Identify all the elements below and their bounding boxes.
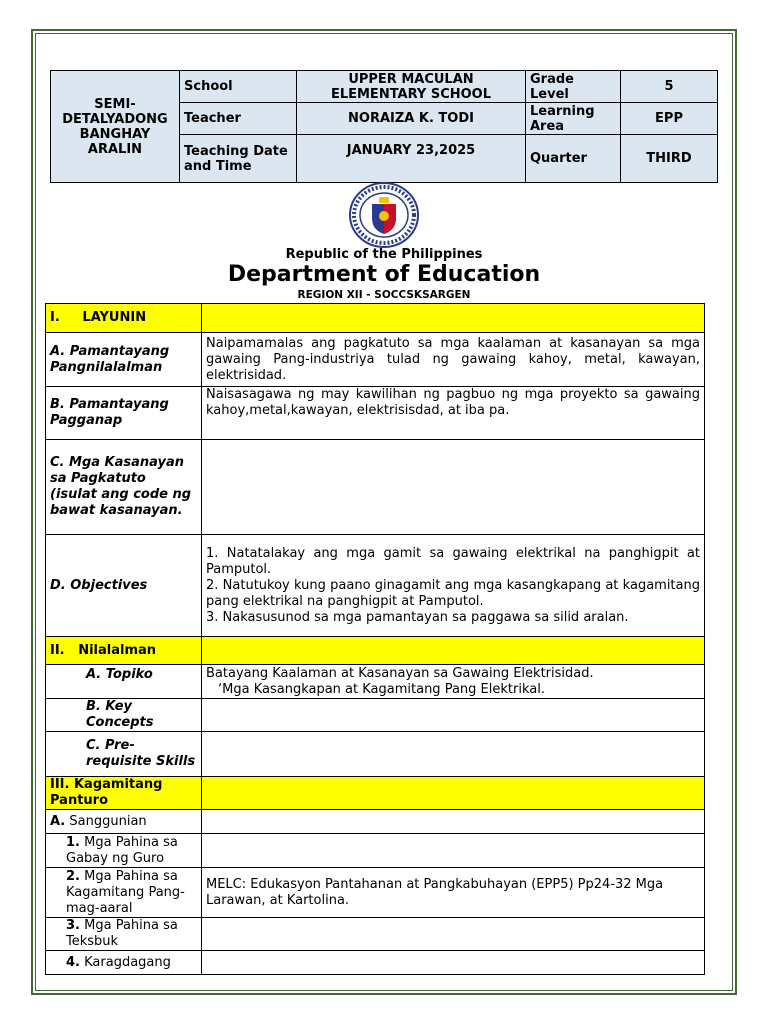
topiko-text [202,665,705,699]
ref-item-text: Mga Pahina sa Teksbuk [66,918,178,949]
kagamitan-heading: III. Kagamitang Panturo [46,777,202,810]
pamantayang-pagganap-text: Naisasagawa ng may kawilihan ng pagbuo ng mga proyekto sa gawaing kahoy,metal,kawayan, elektrisisdad, at iba pa. [202,387,705,440]
ref-item-label [46,834,202,868]
school-label: School [180,71,297,103]
date-value: JANUARY 23,2025 [297,135,526,183]
kasanayan-text [202,440,705,535]
region-text: REGION XII - SOCCSKSARGEN [297,289,471,301]
pamantayang-pangnilalaman-text: Naipamamalas ang pagkatuto sa mga kaalaman at kasanayan sa mga gawaing Pang-industriya tulad ng gawaing kahoy, metal, kawayan, elektrisidad. [202,333,705,387]
objective-item: 2. Natutukoy kung paano ginagamit ang mga kasangkapang at kagamitang pang elektrikal na panghigpit at Pamputol. [206,577,700,609]
nilalaman-heading-num: II. [50,642,65,658]
pamantayang-pangnilalaman-label: A. Pamantayang Pangnilalalman [46,333,202,387]
topiko-line: ‘Mga Kasangkapan at Kagamitang Pang Elektrikal. [218,681,545,697]
deped-seal-icon [348,182,420,248]
ref-item-num: 4. [66,954,80,970]
objective-item: 3. Nakasusunod sa mga pamantayan sa paggawa sa silid aralan. [206,609,629,625]
ref-item-num: 2. [66,868,80,884]
nilalaman-heading [46,637,202,665]
teacher-value: NORAIZA K. TODI [297,103,526,135]
ref-item-label [46,951,202,975]
lesson-plan-table [45,303,705,975]
area-value: EPP [621,103,718,135]
teacher-label: Teacher [180,103,297,135]
topiko-line: Batayang Kaalaman at Kasanayan sa Gawaing Elektrisidad. [206,665,594,681]
kagamitan-heading-blank [202,777,705,810]
layunin-heading-num: I. [50,310,60,325]
topiko-label: A. Topiko [46,665,202,699]
ref-item-value [202,951,705,975]
header-table [50,70,718,183]
kasanayan-label: C. Mga Kasanayan sa Pagkatuto (isulat ang code ng bawat kasanayan. [46,440,202,535]
layunin-heading-label: LAYUNIN [82,310,147,325]
ref-item-num: 1. [66,834,80,850]
area-label: Learning Area [526,103,621,135]
grade-value: 5 [621,71,718,103]
pamantayang-pagganap-label: B. Pamantayang Pagganap [46,387,202,440]
ref-item-label [46,918,202,951]
ref-item-num: 3. [66,918,80,933]
objective-item: 1. Natatalakay ang mga gamit sa gawaing elektrikal na panghigpit at Pamputol. [206,545,700,577]
plan-title: SEMI-DETALYADONG BANGHAY ARALIN [51,71,180,183]
objectives-list [202,535,705,637]
republic-text: Republic of the Philippines [285,247,483,262]
ref-item-value [202,834,705,868]
sanggunian-num: A. [50,813,66,829]
nilalaman-heading-label: Nilalalman [78,642,157,658]
grade-label: Grade Level [526,71,621,103]
ref-item-text: Mga Pahina sa Gabay ng Guro [66,834,178,866]
department-title: Department of Education [227,262,541,287]
layunin-heading-blank [202,304,705,333]
nilalaman-heading-blank [202,637,705,665]
layunin-heading [46,304,202,333]
ref-item-text: Karagdagang [84,954,171,970]
quarter-label: Quarter [526,135,621,183]
sanggunian-label [46,810,202,834]
key-concepts-label: B. Key Concepts [46,699,202,732]
date-label: Teaching Date and Time [180,135,297,183]
ref-item-text: Mga Pahina sa Kagamitang Pang-mag-aaral [66,868,185,916]
quarter-value: THIRD [621,135,718,183]
ref-item-value [202,918,705,951]
prerequisite-text [202,732,705,777]
sanggunian-text: Sanggunian [69,813,147,829]
prerequisite-label: C. Pre-requisite Skills [46,732,202,777]
school-value: UPPER MACULAN ELEMENTARY SCHOOL [297,71,526,103]
ref-item-value: MELC: Edukasyon Pantahanan at Pangkabuhayan (EPP5) Pp24-32 Mga Larawan, at Kartolina. [202,868,705,918]
sanggunian-value [202,810,705,834]
key-concepts-text [202,699,705,732]
ref-item-label [46,868,202,918]
objectives-label: D. Objectives [46,535,202,637]
